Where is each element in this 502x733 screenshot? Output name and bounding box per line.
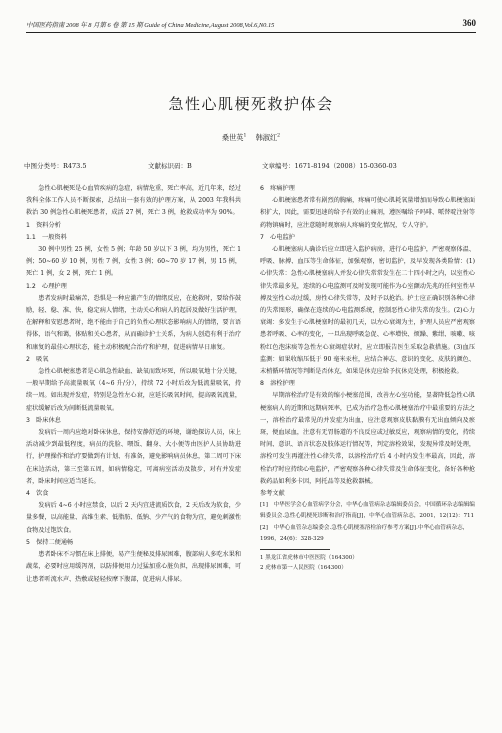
body-paragraph: 心肌梗塞病人确诊后应立即进入监护病房，进行心电监护，严密观察体温、呼吸、脉搏、血压等生命体征，加强观察，密切监护，及早发现各类险情：(1)心律失常：急性心肌梗塞病人并发心律失常常发生在二十四小时之内，以室性心律失常最多见，连续的心电监测可及时发现可能作为心室颤动先兆的任何室性早搏及室性心动过缓，房性心律失常等，及时予以抢治。护士应正确识别各种心律的失常图形，确保在连续的心电监测系统，控制恶性心律失常的发生。(2)心力衰竭：多发生于心肌梗塞时的最初几天，以左心衰竭为主，护理人员应严密观察患者呼吸、心率的变化，一旦出现呼吸急促、心率增快、烦躁、紫绀、咳嗽、咳粉红色泡沫痰等急性左心衰竭症状时，应立即报告医生采取急救措施。(3)血压监测：如果收缩压低于 90 毫米汞柱，应结合神志、意识的变化、皮肤的颜色、末梢循环情况等判断是否休克，如果是休克应给予抗休克处理，积极抢救。 xyxy=(260,246,475,376)
body-paragraph: 发病后一周内应绝对卧床休息，保持安静舒适的环境，谢绝探访人员，床上活动减少到最低程度，病员的洗脸、喂饭、翻身、大小便等由医护人员协助进行，护理操作和治疗要做到有计划、有准备，避免影响病员休息，第二周可下床在床边活动，第三至第五周，如病情稳定，可离病室活动及散步，对有并发症者，卧床时间应适当延长。 xyxy=(26,429,241,485)
article-title: 急性心肌梗死救护体会 xyxy=(168,95,334,113)
section-heading: 6 疼痛护理 xyxy=(260,185,295,192)
footnote-rule xyxy=(260,549,330,550)
body-paragraph: 急性心肌梗死是心血管疾病的急症，病情危重，死亡率高，近几年来，经过我科全体工作人员不断探索，总结出一套有效的护理方案，从 2003 年我科共救治 30 例急性心肌梗死患者，成活 27 例，死亡 3 例，抢救成功率为 90%。 xyxy=(26,185,241,217)
author-affiliation-footnote: 2 虎林市第一人民医院（164300） xyxy=(260,565,347,572)
section-heading: 参考文献 xyxy=(260,490,285,498)
body-paragraph: 患者发病时最痛苦，恐惧是一种应激产生的情绪反应，在抢救时，要给作鼓励，轻、稳、准、快，稳定病人情绪，主动关心和病人的起居及做好生活护理，在解释和安慰患者时，绝不能由于自己的负性心理状态影响病人的情绪，要言语得体，语气和蔼，体贴和关心患者，从而确诊护士关系，为病人创造有利于治疗和康复的最佳心理状态，能主动积极配合治疗和护理，促进病情早日康复。 xyxy=(26,294,241,351)
section-heading: 1 资料分析 xyxy=(26,221,61,229)
header-rule xyxy=(26,32,476,33)
body-paragraph: 急性心肌梗塞患者是心肌急性缺血、缺氧而致坏死，所以吸氧地十分关键，一般早期给予高流量吸氧（4~6 升/分），持续 72 小时后改为低流量吸氧，持续一周。如出现并发症，特别是急性左心衰，应延长吸氧时间，提高吸氧流量，症状缓解后改为间断低流量吸氧。 xyxy=(26,368,241,412)
page-number: 360 xyxy=(462,18,476,28)
reference-entry: [2] 中华心血管杂志编委会.急性心肌梗塞溶栓治疗参考方案[J].中华心血管病杂志，1996，24(6)：328-329 xyxy=(260,524,469,542)
clc-number: 中图分类号：R473.5 xyxy=(24,162,87,170)
section-heading: 5 保持二便通畅 xyxy=(26,538,74,546)
article-number: 文章编号：1671-8194（2008）15-0360-03 xyxy=(262,162,397,170)
document-code: 文献标识码：B xyxy=(148,162,192,170)
body-paragraph: 患者卧床不习惯在床上排便，易产生便秘及排尿困难，腹部病人多吃水果和蔬菜，必要时应用缓泻剂，以防排便用力过猛加重心脏负担，出现排尿困难，可让患者听流水声、热敷或轻轻按摩下腹部，促进病人排尿。 xyxy=(26,551,241,583)
section-heading: 2 吸氧 xyxy=(26,355,49,363)
left-column xyxy=(26,183,241,586)
reference-entry: [1] 中华医学会心血管病学分会，中华心血管病杂志编辑委员会，中国循环杂志编辑编辑委员会.急性心肌梗死诊断和治疗指南[J]，中华心血管病杂志，2001，12(12)：711 xyxy=(260,502,475,520)
body-paragraph: 早期溶栓治疗是有效的缩小梗塞范围，改善左心室功能，显著降低急性心肌梗塞病人的近期和远期病死率，已成为治疗急性心肌梗塞治疗中最重要的方法之一，溶栓治疗最常见的并发症为出血，应注意观察皮肤黏膜有无出血倾向及瘀斑，便血尿血，注意有无胃肠道的不良反应或过敏反应，观察病情的变化，持续时间、意识、语言状态及肢体运行情况等，判定溶栓效果，发现异常及时处理，溶栓可发生再灌注性心律失常，以溶栓治疗后 4 小时内发生率最高，因此，溶栓治疗时应持续心电监护，严密观察各种心律失常及生命体征变化，备好各种抢救药品如利多卡因，阿托品等及抢救器械。 xyxy=(260,392,475,485)
journal-citation: 中国医药指南 2008 年 8 月第 6 卷 第 15 期 Guide of China Medicine,August 2008,Vol.6,N0.15 xyxy=(26,22,275,29)
author-affiliation-footnote: 1 黑龙江省虎林市中医医院（164300） xyxy=(260,555,358,562)
author-2-affil: 2 xyxy=(277,133,281,139)
body-paragraph: 发病后 4~6 小时应禁食，以后 2 天内宜进流质饮食，2 天后改为软食，少量多餐，以高能量、高维生素、低脂肪、低钠、少产气的食物为宜，避免刺激性食物及过饱饮食。 xyxy=(26,502,241,534)
section-heading: 8 溶栓护理 xyxy=(260,380,295,388)
author-2: 韩淑红 xyxy=(255,133,278,142)
authors xyxy=(0,133,502,143)
section-heading: 1.2 心理护理 xyxy=(26,282,67,290)
body-paragraph: 30 例中男性 25 例，女性 5 例；年龄 50 岁以下 3 例，均为男性，死亡 1 例；50~60 岁 10 例，男性 7 例，女性 3 例；60~70 岁 17 例，男 15 例，死亡 1 例，女 2 例，死亡 1 例。 xyxy=(26,246,241,278)
section-heading: 7 心电监护 xyxy=(260,233,295,241)
running-header xyxy=(26,18,476,30)
section-heading: 1.1 一般资料 xyxy=(26,233,67,241)
body-paragraph: 心肌梗塞患者常有剧烈的胸痛，疼痛可使心肌耗氧量增加而导致心肌梗塞面积扩大，因此，需要迅速的给予有效的止痛剂，遵医嘱给予吗啡、哌替啶注射等药物镇痛时，应注意随时观察病人疼痛的变化情况，专人守护。 xyxy=(260,197,475,229)
author-1-affil: 1 xyxy=(243,133,247,139)
author-1: 桑世英 xyxy=(221,133,244,142)
section-heading: 4 饮食 xyxy=(26,490,49,498)
right-column xyxy=(260,183,475,573)
section-heading: 3 卧床休息 xyxy=(26,416,61,424)
